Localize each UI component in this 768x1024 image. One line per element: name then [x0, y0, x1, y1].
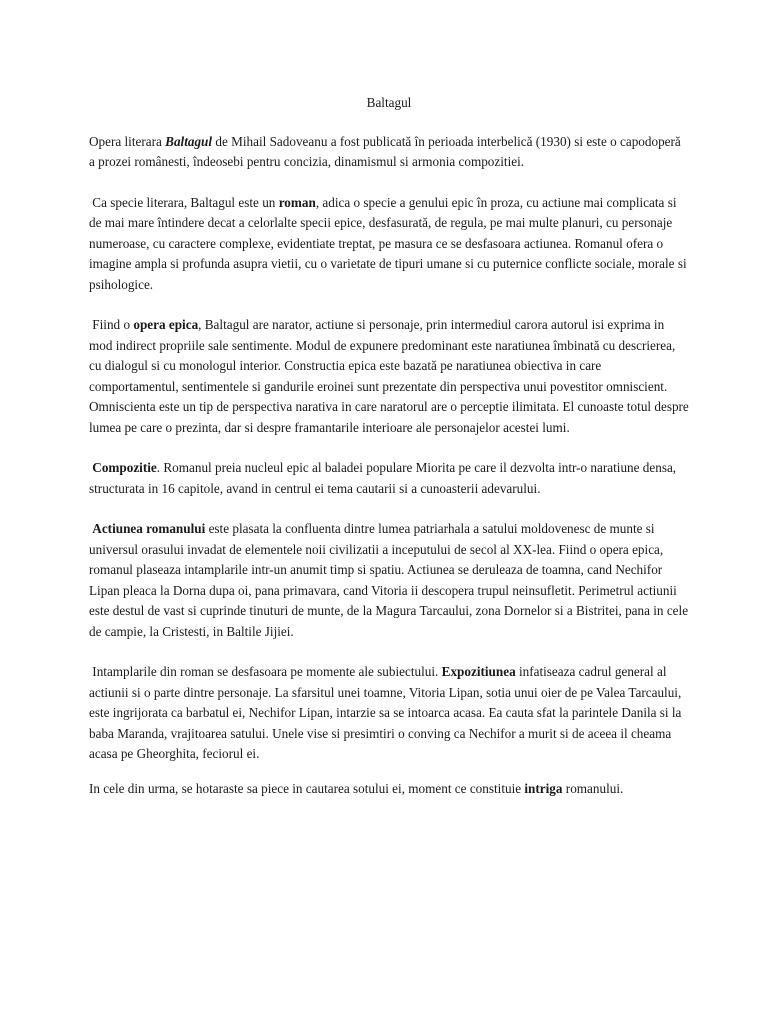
text-run: romanului.	[562, 780, 624, 796]
paragraph-intro	[89, 132, 689, 173]
text-run: In cele din urma, se hotaraste sa piece in cautarea sotului ei, moment ce constituie	[89, 780, 525, 796]
bold-run: Actiunea romanului	[92, 521, 206, 536]
text-run: . Romanul preia nucleul epic al baladei populare Miorita pe care il dezvolta intr-o naratiune densa, structurata in 16 capitole, avand in centrul ei tema cautarii si a cunoasterii adevarului.	[89, 460, 677, 496]
text-run: Intamplarile din roman se desfasoara pe momente ale subiectului.	[92, 664, 442, 679]
text-run: Opera literara	[89, 133, 166, 149]
text-run: Fiind o	[92, 317, 134, 332]
bold-run: intriga	[524, 780, 563, 796]
bold-run: roman	[278, 194, 316, 210]
text-run: este plasata la confluenta dintre lumea patriarhala a satului moldovenesc de munte si universul orasului invadat de elementele noii civilizatii a inceputului de secol al XX-lea. Fiind o opera epica, romanul plaseaza intamplarile intr-un anumit timp si spatiu. Actiunea se deruleaza de toamna, cand Nechifor Lipan pleaca la Dorna dupa oi, pana primavara, cand Vitoria ii descopera trupul neinsufletit. Perimetrul actiunii este destul de vast si cuprinde tinuturi de munte, de la Magura Tarcaului, zona Dornelor si a Bistritei, pana in cele de campie, la Cristesti, in Baltile Jijiei.	[89, 521, 689, 639]
document-page	[89, 93, 689, 819]
page-title: Baltagul	[366, 95, 412, 110]
text-run: Ca specie literara, Baltagul este un	[92, 194, 279, 210]
paragraph-opera-epica	[89, 315, 689, 438]
paragraph-actiunea	[89, 519, 689, 642]
bold-run: Compozitie	[92, 460, 157, 475]
paragraph-specie	[89, 193, 689, 296]
bold-run: Expozitiunea	[441, 664, 516, 679]
text-run: de Mihail Sadoveanu a fost publicată în perioada interbelică (1930) si este o capodoperă a prozei românesti, îndeosebi pentru concizia, dinamismul si armonia compozitiei.	[89, 133, 681, 169]
text-run: , adica o specie a genului epic în proza, cu actiune mai complicata si de mai mare întindere decat a celorlalte specii epice, desfasurată, de regula, pe mai multe planuri, cu personaje numeroase, cu caractere complexe, evidentiate treptat, pe masura ce se desfasoara actiunea. Romanul ofera o imagine ampla si profunda asupra vietii, cu o varietate de tipuri umane si cu puternice conflicte sociale, morale si psihologice.	[89, 194, 687, 292]
text-run: infatiseaza cadrul general al actiunii si o parte dintre personaje. La sfarsitul unei toamne, Vitoria Lipan, sotia unui oier de pe Valea Tarcaului, este ingrijorata ca barbatul ei, Nechifor Lipan, intarzie sa se intoarca acasa. Ea cauta sfat la parintele Danila si la baba Maranda, vrajitoarea satului. Unele vise si presimtiri o conving ca Nechifor a murit si de aceea il cheama acasa pe Gheorghita, feciorul ei.	[89, 664, 682, 761]
text-run: , Baltagul are narator, actiune si personaje, prin intermediul carora autorul isi exprima in mod indirect propriile sale sentimente. Modul de expunere predominant este naratiunea îmbinată cu descrierea, cu dialogul si cu monologul interior. Constructia epica este bazată pe naratiunea obiectiva in care comportamentul, sentimentele si gandurile eroinei sunt prezentate din perspectiva unui povestitor omniscient. Omniscienta este un tip de perspectiva narativa in care naratorul are o perceptie ilimitata. El cunoaste totul despre lumea pe care o prezinta, dar si despre framantarile interioare ale personajelor acestei lumi.	[89, 317, 689, 435]
bold-run: opera epica	[133, 317, 199, 332]
bold-italic-run: Baltagul	[165, 133, 213, 149]
paragraph-compozitie	[89, 458, 689, 499]
paragraph-expozitiunea	[89, 662, 689, 765]
paragraph-intriga	[89, 779, 689, 800]
